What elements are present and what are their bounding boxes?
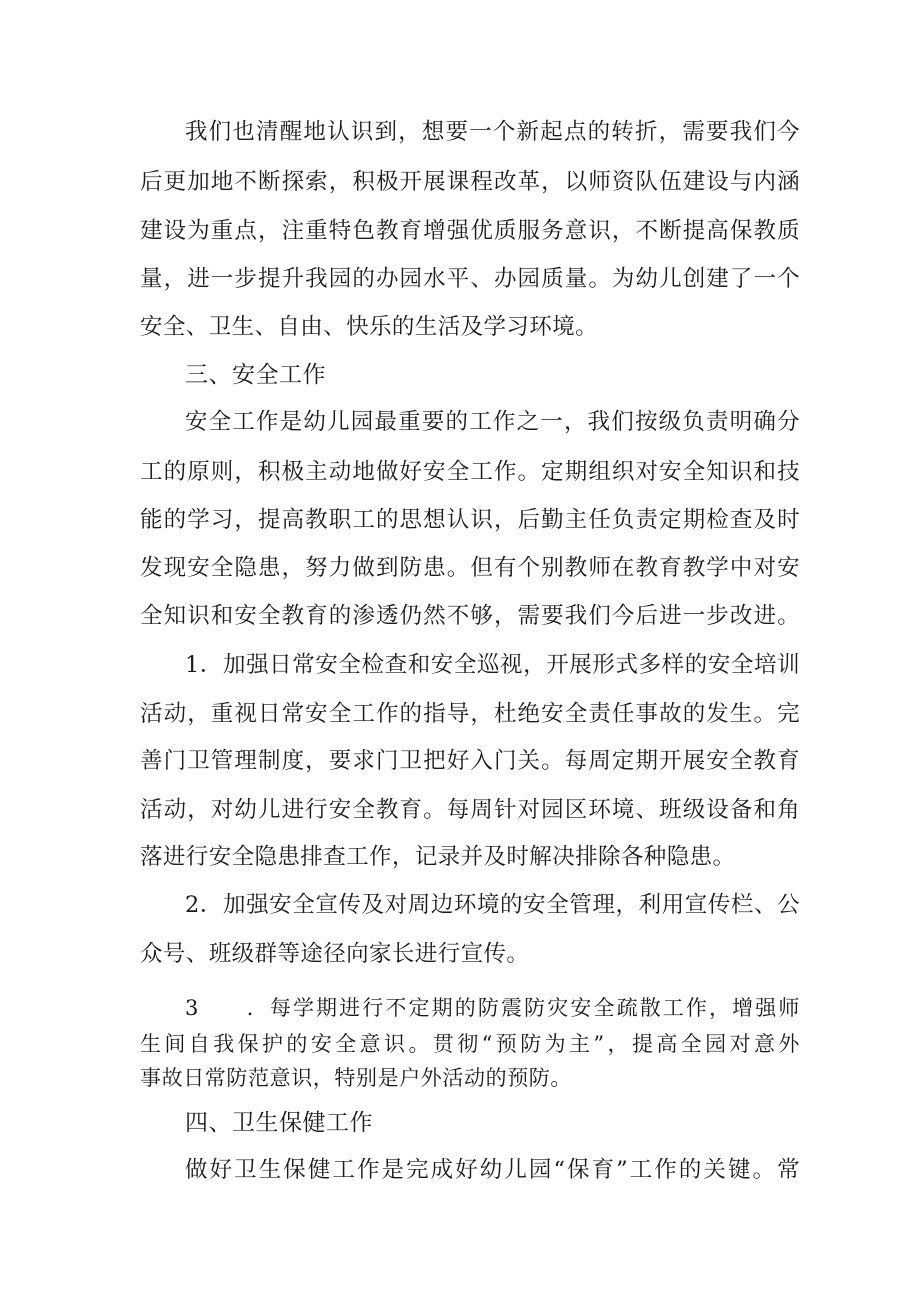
paragraph-line: 工的原则，积极主动地做好安全工作。定期组织对安全知识和技 — [140, 459, 800, 485]
paragraph-line: 做好卫生保健工作是完成好幼儿园“保育”工作的关键。常 — [185, 1157, 800, 1183]
list-item-line: 活动，对幼儿进行安全教育。每周针对园区环境、班级设备和角 — [140, 797, 800, 823]
paragraph-line: 后更加地不断探索，积极开展课程改革，以师资队伍建设与内涵 — [140, 169, 800, 195]
paragraph-line: 安全、卫生、自由、快乐的生活及学习环境。 — [140, 314, 599, 340]
section-heading-safety: 三、安全工作 — [185, 362, 326, 388]
list-item-line: 善门卫管理制度，要求门卫把好入门关。每周定期开展安全教育 — [140, 748, 800, 774]
paragraph-line: 安全工作是幼儿园最重要的工作之一，我们按级负责明确分 — [185, 409, 800, 435]
section-heading-health: 四、卫生保健工作 — [185, 1110, 373, 1136]
list-item-line: 3 ．每学期进行不定期的防震防灾安全疏散工作，增强师 — [185, 996, 800, 1020]
paragraph-line: 发现安全隐患，努力做到防患。但有个别教师在教育教学中对安 — [140, 555, 800, 581]
list-item-line: 众号、班级群等途径向家长进行宣传。 — [140, 941, 530, 967]
list-item-line: 事故日常防范意识，特别是户外活动的预防。 — [140, 1066, 572, 1090]
paragraph-line: 量，进一步提升我园的办园水平、办园质量。为幼儿创建了一个 — [140, 266, 800, 292]
paragraph-line: 我们也清醒地认识到，想要一个新起点的转折，需要我们今 — [185, 119, 800, 145]
list-item-line: 落进行安全隐患排查工作，记录并及时解决排除各种隐患。 — [140, 844, 736, 870]
list-item-line: 活动，重视日常安全工作的指导，杜绝安全责任事故的发生。完 — [140, 701, 800, 727]
paragraph-line: 能的学习，提高教职工的思想认识，后勤主任负责定期检查及时 — [140, 507, 800, 533]
paragraph-line: 全知识和安全教育的渗透仍然不够，需要我们今后进一步改进。 — [140, 603, 800, 629]
list-item-line: 生间自我保护的安全意识。贯彻“预防为主”，提高全园对意外 — [140, 1032, 800, 1056]
paragraph-line: 建设为重点，注重特色教育增强优质服务意识，不断提高保教质 — [140, 218, 800, 244]
list-item-line: 1．加强日常安全检查和安全巡视，开展形式多样的安全培训 — [185, 652, 800, 678]
list-item-line: 2．加强安全宣传及对周边环境的安全管理，利用宣传栏、公 — [185, 892, 800, 918]
